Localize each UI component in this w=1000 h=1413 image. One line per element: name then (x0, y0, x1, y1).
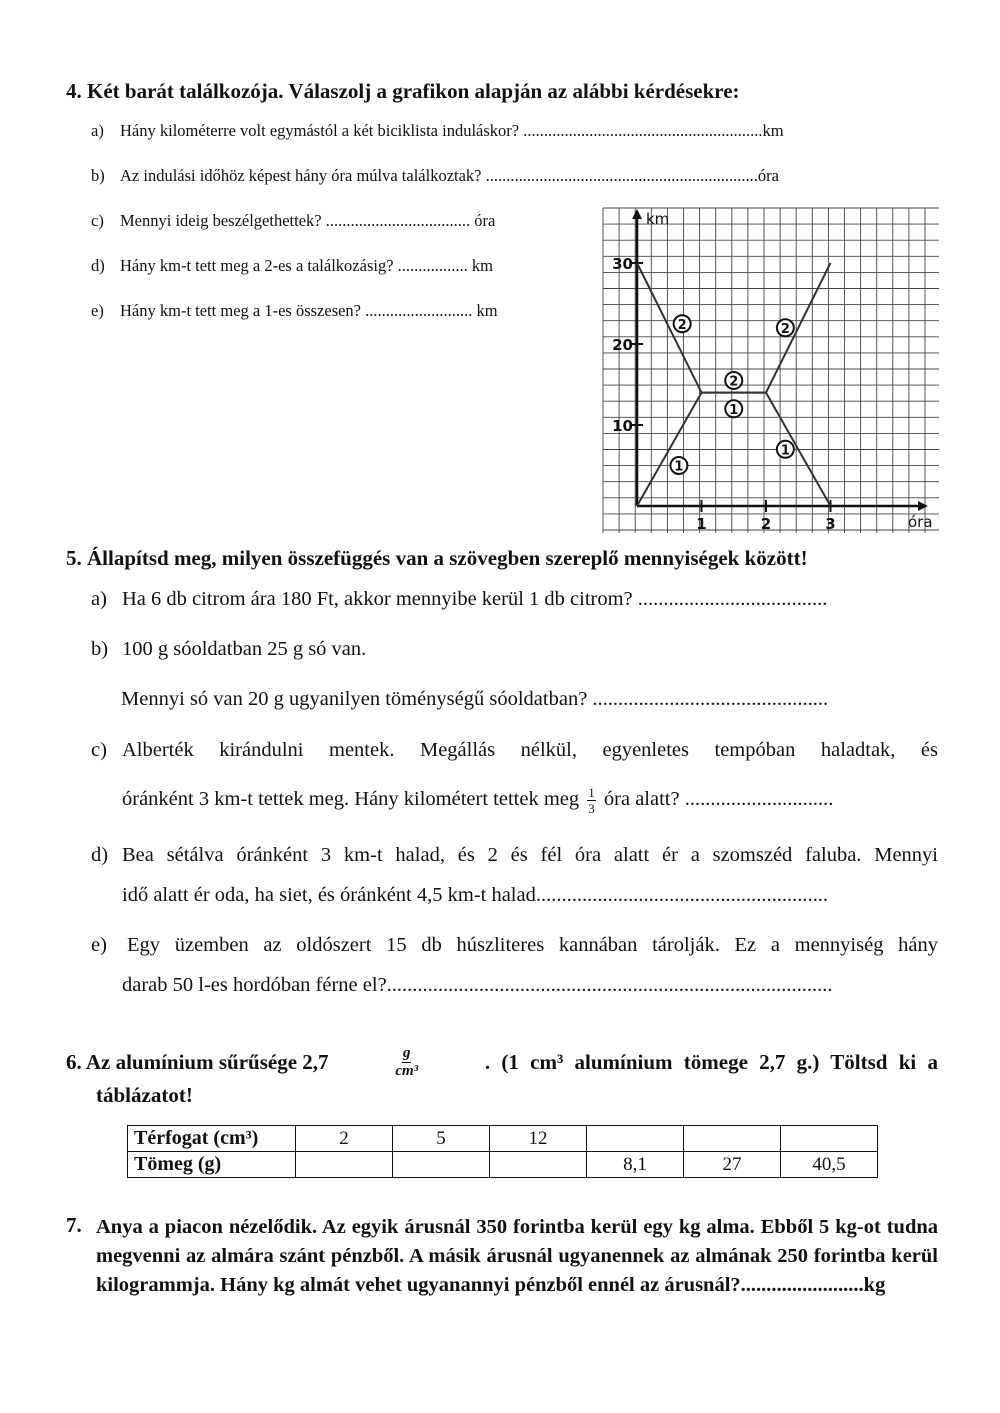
q5c-line2: óránként 3 km-t tettek meg. Hány kilométert tettek meg $\frac{1}{3}$ óra alatt? ............................. (122, 785, 834, 816)
q5-item-b-question (121, 688, 828, 711)
q4b-answer-line[interactable]: .................................................................. (485, 166, 758, 185)
q5c-line1: Alberték kirándulni mentek. Megállás nélkül, egyenletes tempóban haladtak, és (122, 739, 938, 761)
q5c-answer-line[interactable]: ............................. (684, 788, 834, 811)
series-marker-1 (670, 457, 687, 475)
marker-label: 2 (780, 321, 790, 337)
table-cell: 8,1 (587, 1152, 684, 1178)
series-marker-2 (674, 315, 691, 333)
q4b-text: Az indulási időhöz képest hány óra múlva találkoztak? (120, 166, 482, 185)
series-marker-2 (777, 319, 794, 337)
y-tick-label: 10 (612, 417, 633, 435)
series-marker-1 (777, 441, 794, 459)
row-header-mass: Tömeg (g) (128, 1152, 296, 1178)
table-cell-answer[interactable] (684, 1126, 781, 1152)
q5d-line2: idő alatt ér oda, ha siet, és óránként 4,5 km-t halad......................................................... (122, 884, 828, 906)
q5b-answer-line[interactable]: .............................................. (592, 688, 829, 710)
marker-label: 1 (674, 459, 684, 475)
table-cell: 40,5 (781, 1152, 878, 1178)
series-marker-2 (725, 372, 742, 390)
marker-label: 2 (677, 317, 687, 333)
y-tick-label: 20 (612, 336, 633, 354)
x-axis-arrow (918, 501, 928, 511)
q5a-text: Ha 6 db citrom ára 180 Ft, akkor mennyibe kerül 1 db citrom? (122, 588, 633, 610)
table-cell-answer[interactable] (296, 1152, 393, 1178)
q4a-text: Hány kilométerre volt egymástól a két biciklista induláskor? (120, 121, 520, 140)
q6-title: 6. Az alumínium sűrűsége 2,7 $\frac{g}{\text{cm³}}$ . (1 cm³ alumínium tömege 2,7 g.) Töltsd ki a (66, 1045, 938, 1079)
graph-grid (603, 208, 939, 533)
table-row (128, 1126, 878, 1152)
row-header-volume: Térfogat (cm³) (128, 1126, 296, 1152)
q5d-line1: Bea sétálva óránként 3 km-t halad, és 2 és fél óra alatt ér a szomszéd faluba. Mennyi (122, 844, 938, 866)
q4c-text: Mennyi ideig beszélgethettek? (120, 211, 322, 230)
series-marker-1 (725, 400, 742, 418)
q5-title: 5. Állapítsd meg, milyen összefüggés van a szövegben szereplő mennyiségek között! (66, 546, 808, 570)
q4c-answer-line[interactable]: ................................... (325, 211, 471, 230)
table-row (128, 1152, 878, 1178)
table-cell: 5 (393, 1126, 490, 1152)
q6-title-line2: táblázatot! (96, 1083, 193, 1107)
q4-title: 4. Két barát találkozója. Válaszolj a grafikon alapján az alábbi kérdésekre: (66, 79, 740, 103)
q7-number: 7. (66, 1213, 82, 1237)
q4-item-d: d) Hány km-t tett meg a 2-es a találkozásig? ................. km (91, 256, 493, 275)
q5e-line2: darab 50 l-es hordóban férne el?....................................................................................... (122, 974, 833, 996)
q4-item-e: e) Hány km-t tett meg a 1-es összesen? .......................... km (91, 301, 498, 320)
y-tick-label: 30 (612, 255, 633, 273)
q5e-label: e) (91, 934, 107, 956)
marker-label: 1 (729, 402, 739, 418)
q5d-label: d) (91, 844, 109, 866)
q7-answer-line[interactable]: ........................ (740, 1274, 864, 1296)
marker-label: 2 (729, 374, 739, 390)
x-tick-label: 1 (696, 515, 707, 533)
q5b-line2: Mennyi só van 20 g ugyanilyen töménységű sóoldatban? (121, 688, 588, 710)
distance-time-graph (600, 205, 942, 535)
table-cell-answer[interactable] (393, 1152, 490, 1178)
q5a-answer-line[interactable]: ..................................... (637, 588, 828, 610)
q5e-line1: Egy üzemben az oldószert 15 db húszliteres kannában tárolják. Ez a mennyiség hány (127, 934, 938, 956)
q5b-line1: 100 g sóoldatban 25 g só van. (122, 638, 367, 660)
q4e-text: Hány km-t tett meg a 1-es összesen? (120, 301, 362, 320)
x-axis-label: óra (908, 513, 933, 531)
table-cell: 2 (296, 1126, 393, 1152)
q4-item-a: a) Hány kilométerre volt egymástól a két biciklista induláskor? ..........................................................km (91, 121, 784, 140)
table-cell-answer[interactable] (587, 1126, 684, 1152)
table-cell: 12 (490, 1126, 587, 1152)
q5e-answer-line[interactable]: ....................................................................................... (386, 974, 833, 996)
q5-item-a: a) Ha 6 db citrom ára 180 Ft, akkor mennyibe kerül 1 db citrom? ..................................... (91, 588, 828, 610)
q4d-text: Hány km-t tett meg a 2-es a találkozásig? (120, 256, 394, 275)
y-axis-arrow (632, 209, 642, 219)
one-third-fraction: $\frac{1}{3}$ (588, 785, 595, 816)
q5d-answer-line[interactable]: ......................................................... (535, 884, 828, 906)
graph-axes (612, 209, 932, 533)
q4e-answer-line[interactable]: .......................... (365, 301, 473, 320)
y-axis-label: km (646, 210, 670, 228)
table-cell-answer[interactable] (490, 1152, 587, 1178)
q5c-label: c) (91, 739, 107, 761)
density-unit-fraction: $\frac{g}{\text{cm³}}$ (395, 1045, 419, 1079)
marker-label: 1 (780, 443, 790, 459)
x-tick-label: 3 (825, 515, 836, 533)
volume-mass-table (127, 1125, 878, 1178)
q7-text: Anya a piacon nézelődik. Az egyik árusnál 350 forintba kerül egy kg alma. Ebből 5 kg-ot tudna megvenni az almára szánt pénzből. A másik árusnál ugyanennek az almának 250 forintba kerül kilogrammja. Hány kg almát vehet ugyanannyi pénzből ennél az árusnál?........................kg (96, 1216, 938, 1296)
x-tick-label: 2 (760, 515, 772, 533)
q4a-answer-line[interactable]: .......................................................... (523, 121, 763, 140)
q5-item-b: b) 100 g sóoldatban 25 g só van. (91, 638, 367, 660)
q4-item-b: b) Az indulási időhöz képest hány óra múlva találkoztak? ..................................................................óra (91, 166, 779, 185)
q4-item-c: c) Mennyi ideig beszélgethettek? ................................... óra (91, 211, 496, 230)
table-cell-answer[interactable] (781, 1126, 878, 1152)
table-cell: 27 (684, 1152, 781, 1178)
q4d-answer-line[interactable]: ................. (397, 256, 468, 275)
